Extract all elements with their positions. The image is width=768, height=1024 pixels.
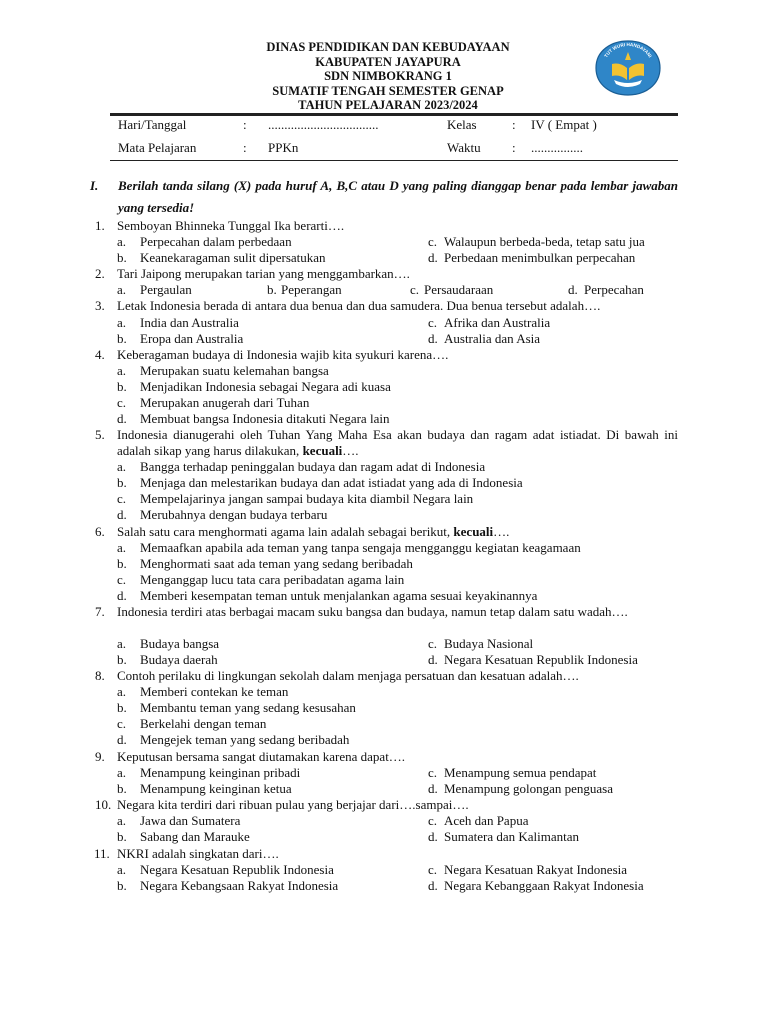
option-letter: c. [428, 765, 438, 780]
tut-wuri-handayani-logo [590, 38, 666, 98]
meta-mapel-value: PPKn [268, 140, 299, 155]
option-text: Merubahnya dengan budaya terbaru [140, 507, 328, 522]
option-text: Walaupun berbeda-beda, tetap satu jua [444, 234, 645, 249]
option-text: Menjaga dan melestarikan budaya dan adat istiadat yang ada di Indonesia [140, 475, 523, 490]
meta-mapel-label: Mata Pelajaran [118, 140, 197, 155]
option-letter: c. [117, 716, 127, 731]
option-text: Menganggap lucu tata cara peribadatan agama lain [140, 572, 405, 587]
question-text: Letak Indonesia berada di antara dua benua dan dua samudera. Dua benua tersebut adalah…. [117, 298, 601, 313]
question-text: Indonesia terdiri atas berbagai macam suku bangsa dan budaya, namun tetap dalam satu wadah…. [117, 604, 628, 619]
option-letter: a. [117, 636, 127, 651]
question-text: Contoh perilaku di lingkungan sekolah dalam menjaga persatuan dan kesatuan adalah…. [117, 668, 579, 683]
option-text: Australia dan Asia [444, 331, 541, 346]
option-text: Aceh dan Papua [444, 813, 529, 828]
option-letter: d. [117, 732, 127, 747]
option-text: Perbedaan menimbulkan perpecahan [444, 250, 636, 265]
question-number: 4. [95, 347, 105, 362]
option-text: Sumatera dan Kalimantan [444, 829, 580, 844]
option-letter: d. [428, 331, 438, 346]
meta-rule [110, 160, 678, 161]
question-text [117, 524, 678, 540]
meta-waktu-label: Waktu [447, 140, 481, 155]
option-text: Perpecahan dalam perbedaan [140, 234, 292, 249]
meta-waktu-colon: : [512, 140, 516, 155]
option-letter: a. [117, 540, 127, 555]
option-text: Memberi contekan ke teman [140, 684, 289, 699]
option-text: Mengejek teman yang sedang beribadah [140, 732, 350, 747]
meta-hari-colon: : [243, 117, 247, 132]
option-letter: d. [568, 282, 578, 297]
section-number: I. [90, 178, 99, 193]
option-letter: d. [117, 588, 127, 603]
question-keyword: kecuali [453, 524, 494, 539]
logo-motto: TUT WURI HANDAYANI [603, 41, 653, 59]
option-letter: a. [117, 459, 127, 474]
option-letter: a. [117, 813, 127, 828]
option-text: Membuat bangsa Indonesia ditakuti Negara lain [140, 411, 390, 426]
option-letter: b. [117, 331, 127, 346]
option-letter: c. [117, 491, 127, 506]
meta-kelas-label: Kelas [447, 117, 477, 132]
meta-hari-value: .................................. [268, 117, 379, 132]
question-number: 2. [95, 266, 105, 281]
question-text: Semboyan Bhinneka Tunggal Ika berarti…. [117, 218, 345, 233]
header-line-exam: SUMATIF TENGAH SEMESTER GENAP [272, 83, 504, 98]
option-text: Merupakan suatu kelemahan bangsa [140, 363, 329, 378]
question-text: Tari Jaipong merupakan tarian yang menggambarkan…. [117, 266, 410, 281]
option-text: Eropa dan Australia [140, 331, 244, 346]
option-text: Menampung keinginan ketua [140, 781, 292, 796]
option-letter: a. [117, 363, 127, 378]
header-line-regency: KABUPATEN JAYAPURA [315, 54, 461, 69]
meta-hari-label: Hari/Tanggal [118, 117, 187, 132]
option-text: Memberi kesempatan teman untuk menjalankan agama sesuai keyakinannya [140, 588, 538, 603]
question-text-end: …. [342, 443, 359, 459]
option-letter: d. [428, 781, 438, 796]
option-text: Bangga terhadap peninggalan budaya dan ragam adat di Indonesia [140, 459, 486, 474]
option-text: Merupakan anugerah dari Tuhan [140, 395, 310, 410]
option-letter: b. [117, 700, 127, 715]
question-text: Keberagaman budaya di Indonesia wajib kita syukuri karena…. [117, 347, 449, 362]
question-text: Keputusan bersama sangat diutamakan karena dapat…. [117, 749, 406, 764]
option-text: Negara Kesatuan Republik Indonesia [444, 652, 638, 667]
meta-mapel-colon: : [243, 140, 247, 155]
option-letter: d. [117, 507, 127, 522]
option-text: Menampung semua pendapat [444, 765, 597, 780]
option-letter: a. [117, 765, 127, 780]
option-letter: a. [117, 684, 127, 699]
option-letter: b. [117, 556, 127, 571]
option-text: Persaudaraan [424, 282, 494, 297]
option-letter: b. [117, 250, 127, 265]
option-text: Menjadikan Indonesia sebagai Negara adi kuasa [140, 379, 391, 394]
option-letter: a. [117, 315, 127, 330]
option-text: Peperangan [281, 282, 342, 297]
option-letter: c. [117, 572, 127, 587]
option-letter: c. [410, 282, 420, 297]
option-letter: a. [117, 862, 127, 877]
question-number: 11. [94, 846, 110, 861]
option-letter: b. [117, 878, 127, 893]
option-letter: c. [428, 234, 438, 249]
question-number: 8. [95, 668, 105, 683]
question-keyword: kecuali [302, 443, 343, 459]
option-text: Budaya bangsa [140, 636, 220, 651]
school-header [180, 40, 596, 113]
option-text: Afrika dan Australia [444, 315, 551, 330]
option-text: Keanekaragaman sulit dipersatukan [140, 250, 326, 265]
question-number: 9. [95, 749, 105, 764]
question-text-main: Indonesia dianugerahi oleh Tuhan Yang Maha Esa akan budaya dan ragam adat istiadat. Di bawah ini adalah sikap yang harus dilakukan, [117, 427, 678, 459]
option-letter: c. [428, 636, 438, 651]
meta-kelas-colon: : [512, 117, 516, 132]
option-letter: c. [428, 813, 438, 828]
option-text: Menghormati saat ada teman yang sedang beribadah [140, 556, 413, 571]
question-text: NKRI adalah singkatan dari…. [117, 846, 279, 861]
option-letter: b. [117, 829, 127, 844]
option-letter: d. [428, 250, 438, 265]
question-number: 1. [95, 218, 105, 233]
header-line-year: TAHUN PELAJARAN 2023/2024 [298, 98, 478, 113]
meta-waktu-value: ................ [531, 140, 583, 155]
option-text: Berkelahi dengan teman [140, 716, 267, 731]
option-letter: b. [117, 379, 127, 394]
option-letter: b. [117, 475, 127, 490]
option-text: Negara Kebangsaan Rakyat Indonesia [140, 878, 339, 893]
option-text: Negara Kesatuan Republik Indonesia [140, 862, 334, 877]
option-text: Pergaulan [140, 282, 192, 297]
option-text: Mempelajarinya jangan sampai budaya kita diambil Negara lain [140, 491, 474, 506]
header-line-agency: DINAS PENDIDIKAN DAN KEBUDAYAAN [266, 40, 510, 54]
option-letter: c. [428, 862, 438, 877]
option-text: Budaya Nasional [444, 636, 534, 651]
question-number: 6. [95, 524, 105, 539]
option-letter: d. [428, 652, 438, 667]
question-text-end: …. [493, 524, 510, 539]
question-number: 5. [95, 427, 105, 442]
question-text: Negara kita terdiri dari ribuan pulau yang berjajar dari….sampai…. [117, 797, 469, 812]
option-text: Memaafkan apabila ada teman yang tanpa sengaja mengganggu kegiatan keagamaan [140, 540, 581, 555]
header-rule [110, 113, 678, 116]
option-letter: b. [267, 282, 277, 297]
option-letter: d. [428, 829, 438, 844]
option-text: Perpecahan [584, 282, 644, 297]
option-letter: a. [117, 234, 127, 249]
option-text: Negara Kesatuan Rakyat Indonesia [444, 862, 628, 877]
option-text: Membantu teman yang sedang kesusahan [140, 700, 356, 715]
option-text: Menampung keinginan pribadi [140, 765, 301, 780]
instruction-text: Berilah tanda silang (X) pada huruf A, B,C atau D yang paling dianggap benar pada lembar jawaban yang tersedia! [118, 178, 678, 215]
option-letter: b. [117, 781, 127, 796]
option-letter: d. [117, 411, 127, 426]
option-text: Budaya daerah [140, 652, 218, 667]
option-letter: c. [428, 315, 438, 330]
option-text: Sabang dan Marauke [140, 829, 250, 844]
header-line-school: SDN NIMBOKRANG 1 [324, 69, 452, 84]
option-text: Menampung golongan penguasa [444, 781, 613, 796]
question-text [117, 427, 678, 459]
option-letter: b. [117, 652, 127, 667]
question-text-main: Salah satu cara menghormati agama lain adalah sebagai berikut, [117, 524, 454, 539]
meta-kelas-value: IV ( Empat ) [531, 117, 597, 132]
question-number: 3. [95, 298, 105, 313]
option-letter: a. [117, 282, 127, 297]
option-text: India dan Australia [140, 315, 239, 330]
option-letter: d. [428, 878, 438, 893]
question-number: 7. [95, 604, 105, 619]
option-text: Negara Kebanggaan Rakyat Indonesia [444, 878, 644, 893]
question-number: 10. [95, 797, 112, 812]
option-text: Jawa dan Sumatera [140, 813, 241, 828]
option-letter: c. [117, 395, 127, 410]
